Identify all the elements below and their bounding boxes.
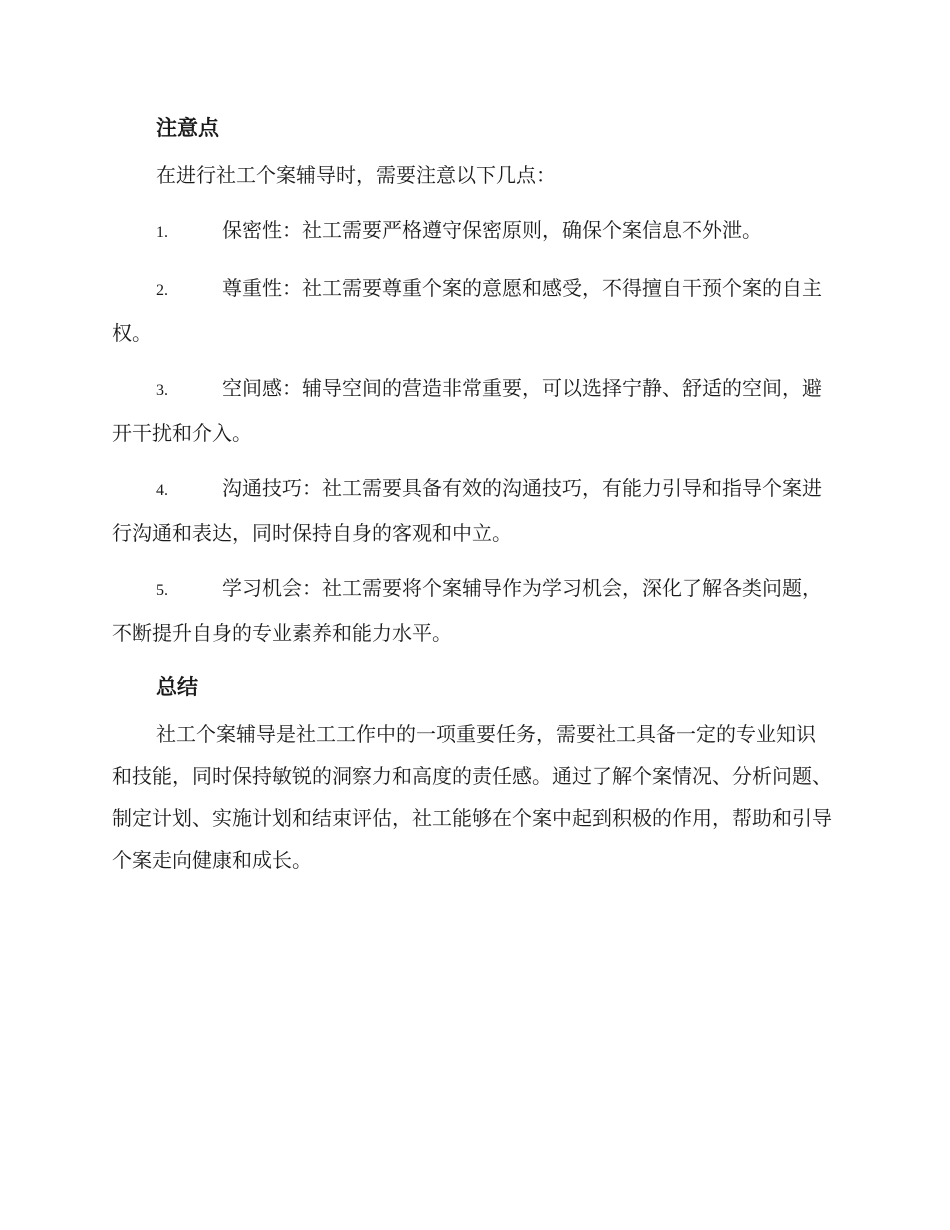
section-heading-notes: 注意点 bbox=[156, 116, 219, 140]
list-item bbox=[112, 267, 834, 354]
list-item-text: 保密性：社工需要严格遵守保密原则，确保个案信息不外泄。 bbox=[222, 218, 762, 242]
list-item-number: 5. bbox=[156, 582, 168, 599]
list-item-text: 尊重性：社工需要尊重个案的意愿和感受，不得擅自干预个案的自主权。 bbox=[112, 276, 822, 345]
list-item-number: 2. bbox=[156, 282, 168, 299]
list-item bbox=[112, 367, 834, 454]
list-item-number: 3. bbox=[156, 382, 168, 399]
notes-intro: 在进行社工个案辅导时，需要注意以下几点： bbox=[156, 163, 556, 187]
list-item bbox=[112, 567, 834, 654]
list-item-text: 学习机会：社工需要将个案辅导作为学习机会，深化了解各类问题，不断提升自身的专业素养和能力水平。 bbox=[112, 576, 822, 645]
document-page bbox=[112, 108, 834, 881]
list-item-text: 空间感：辅导空间的营造非常重要，可以选择宁静、舒适的空间，避开干扰和介入。 bbox=[112, 376, 822, 445]
list-item bbox=[112, 467, 834, 554]
list-item-text: 沟通技巧：社工需要具备有效的沟通技巧，有能力引导和指导个案进行沟通和表达，同时保持自身的客观和中立。 bbox=[112, 476, 822, 545]
list-item bbox=[112, 209, 834, 254]
section-heading-summary: 总结 bbox=[156, 675, 198, 699]
summary-paragraph: 社工个案辅导是社工工作中的一项重要任务，需要社工具备一定的专业知识和技能，同时保持敏锐的洞察力和高度的责任感。通过了解个案情况、分析问题、制定计划、实施计划和结束评估，社工能够在个案中起到积极的作用，帮助和引导个案走向健康和成长。 bbox=[112, 722, 832, 872]
list-item-number: 1. bbox=[156, 224, 168, 241]
list-item-number: 4. bbox=[156, 482, 168, 499]
